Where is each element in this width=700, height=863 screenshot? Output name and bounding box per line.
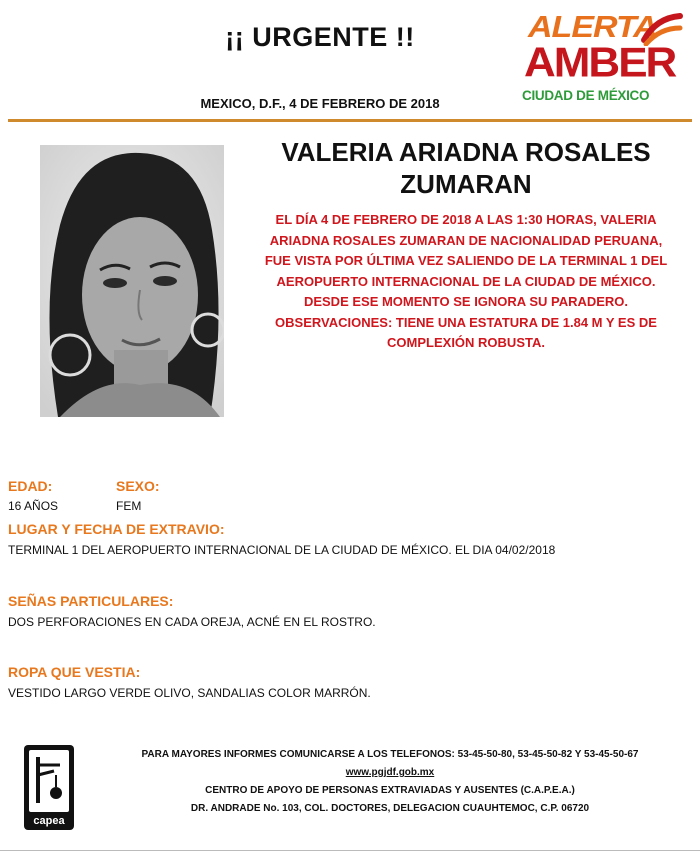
missing-person-photo [40,145,224,417]
logo-line-alerta: ALERTA [528,9,657,45]
marks-label: SEÑAS PARTICULARES: [8,593,174,609]
place-value: TERMINAL 1 DEL AEROPUERTO INTERNACIONAL DE LA CIUDAD DE MÉXICO. EL DIA 04/02/2018 [8,543,556,557]
logo-line-amber: AMBER [524,39,676,86]
disappearance-description [258,210,674,354]
alerta-amber-logo [518,8,688,108]
header-divider [8,119,692,122]
footer-website-link[interactable]: www.pgjdf.gob.mx [345,767,435,778]
person-name: VALERIA ARIADNA ROSALES ZUMARAN [281,137,651,199]
capea-logo [24,745,74,830]
capea-emblem-icon [24,745,74,830]
sex-label: SEXO: [116,478,160,494]
capea-logo-text: capea [33,815,65,827]
signal-waves-icon [636,10,686,46]
place-label: LUGAR Y FECHA DE EXTRAVIO: [8,521,225,537]
sex-value: FEM [116,499,142,513]
dateline: MEXICO, D.F., 4 DE FEBRERO DE 2018 [200,96,440,111]
clothes-label: ROPA QUE VESTIA: [8,664,141,680]
bottom-divider [0,850,700,851]
footer-phones: PARA MAYORES INFORMES COMUNICARSE A LOS TELEFONOS: 53-45-50-80, 53-45-50-82 Y 53-45-50-67 [141,749,639,760]
urgent-heading: ¡¡ URGENTE !! [225,22,415,52]
footer-address: DR. ANDRADE No. 103, COL. DOCTORES, DELEGACION CUAUHTEMOC, C.P. 06720 [190,803,590,814]
logo-line-ciudad: CIUDAD DE MÉXICO [522,88,650,103]
age-label: EDAD: [8,478,53,494]
description-text: EL DÍA 4 DE FEBRERO DE 2018 A LAS 1:30 HORAS, VALERIA ARIADNA ROSALES ZUMARAN DE NACIONALIDAD PERUANA, FUE VISTA POR ÚLTIMA VEZ SALIENDO DE LA TERMINAL 1 DEL AEROPUERTO INTERNACIONAL DE LA CIUDAD DE MÉXICO. DESDE ESE MOMENTO SE IGNORA SU PARADERO. [264,212,668,309]
age-value: 16 AÑOS [8,499,59,513]
observations-text: OBSERVACIONES: TIENE UNA ESTATURA DE 1.84 M Y ES DE COMPLEXIÓN ROBUSTA. [275,314,657,350]
clothes-value: VESTIDO LARGO VERDE OLIVO, SANDALIAS COLOR MARRÓN. [8,686,371,700]
marks-value: DOS PERFORACIONES EN CADA OREJA, ACNÉ EN EL ROSTRO. [8,615,376,629]
footer-center: CENTRO DE APOYO DE PERSONAS EXTRAVIADAS Y AUSENTES (C.A.P.E.A.) [205,785,575,796]
